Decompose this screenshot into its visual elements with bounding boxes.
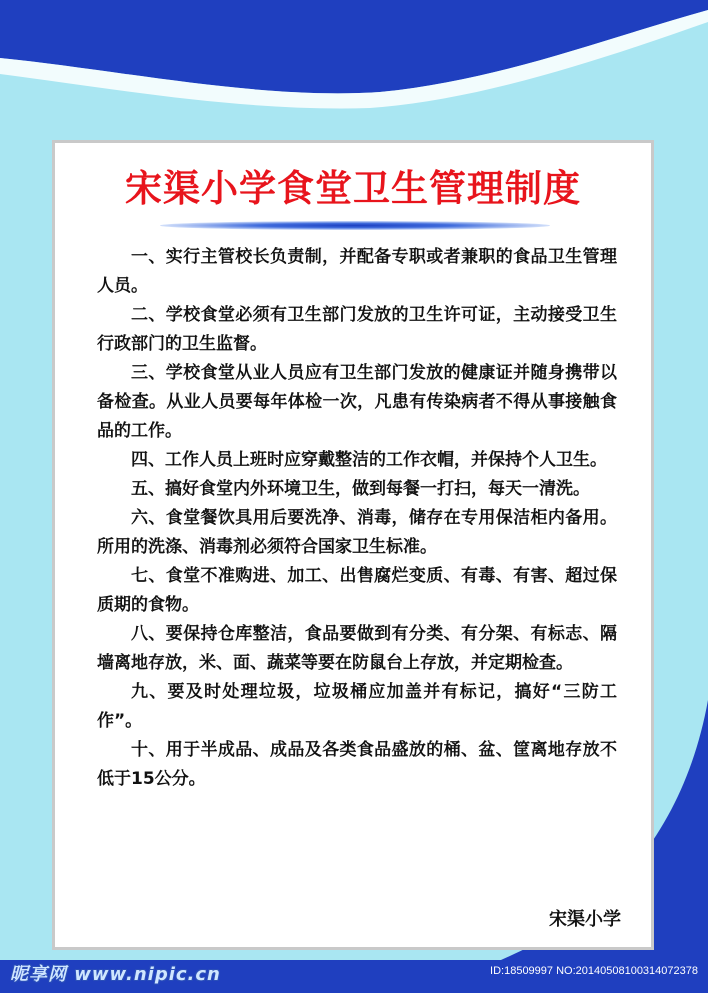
page-title: 宋渠小学食堂卫生管理制度	[125, 167, 581, 210]
notice-board	[52, 140, 654, 950]
watermark-id: ID:18509997 NO:20140508100314072378	[490, 965, 698, 977]
rule-item: 八、要保持仓库整洁，食品要做到有分类、有分架、有标志、隔墙离地存放，米、面、蔬菜等要在防鼠台上存放，并定期检查。	[97, 624, 617, 673]
rule-item: 十、用于半成品、成品及各类食品盛放的桶、盆、筐离地存放不低于15公分。	[97, 740, 617, 789]
rule-item: 二、学校食堂必须有卫生部门发放的卫生许可证，主动接受卫生行政部门的卫生监督。	[97, 305, 617, 354]
signature: 宋渠小学	[549, 909, 621, 930]
watermark-site: 昵享网 www.nipic.cn	[10, 964, 221, 985]
rules-list	[97, 243, 617, 794]
title-divider	[160, 221, 550, 230]
rule-item: 三、学校食堂从业人员应有卫生部门发放的健康证并随身携带以备检查。从业人员要每年体检一次，凡患有传染病者不得从事接触食品的工作。	[97, 363, 617, 441]
rule-item: 六、食堂餐饮具用后要洗净、消毒，储存在专用保洁柜内备用。所用的洗涤、消毒剂必须符合国家卫生标准。	[97, 508, 617, 557]
rule-item: 七、食堂不准购进、加工、出售腐烂变质、有毒、有害、超过保质期的食物。	[97, 566, 617, 615]
rule-item: 九、要及时处理垃圾，垃圾桶应加盖并有标记，搞好“三防工作”。	[97, 682, 617, 731]
rule-item: 四、工作人员上班时应穿戴整洁的工作衣帽，并保持个人卫生。	[131, 450, 607, 470]
rule-item: 一、实行主管校长负责制，并配备专职或者兼职的食品卫生管理人员。	[97, 247, 617, 296]
rule-item: 五、搞好食堂内外环境卫生，做到每餐一打扫，每天一清洗。	[131, 479, 590, 499]
